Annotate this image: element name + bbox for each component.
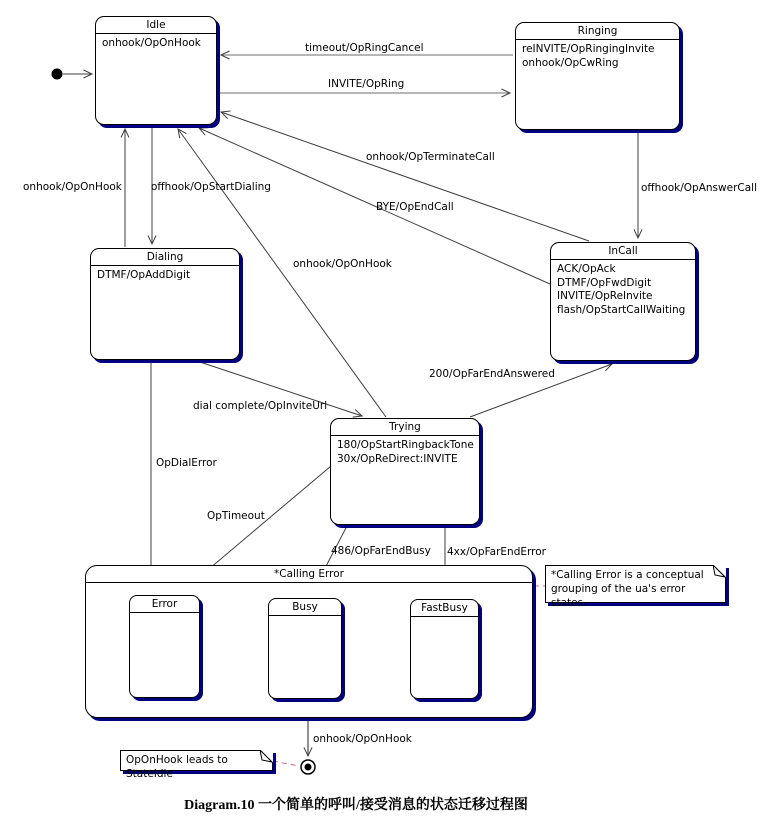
state-busy-body [269, 616, 341, 622]
label-bye-end-call: BYE/OpEndCall [376, 201, 454, 213]
state-busy [268, 598, 342, 699]
state-action: onhook/OpCwRing [522, 56, 619, 69]
label-dial-error: OpDialError [156, 457, 217, 469]
state-trying-body [331, 436, 479, 469]
diagram-caption: Diagram.10 一个简单的呼叫/接受消息的状态迁移过程图 [184, 798, 528, 813]
label-onhook-to-final: onhook/OpOnHook [313, 733, 412, 745]
state-fastbusy [410, 599, 479, 699]
state-ringing-title: Ringing [516, 23, 679, 40]
label-far-end-answered: 200/OpFarEndAnswered [429, 368, 555, 380]
state-incall-title: InCall [551, 243, 695, 260]
state-error [129, 595, 200, 698]
note-fold-icon [260, 750, 273, 763]
state-action: reINVITE/OpRingingInvite [522, 43, 655, 55]
note-calling-error-text: *Calling Error is a conceptual grouping of the ua's error states. [551, 569, 704, 609]
label-far-end-busy: 486/OpFarEndBusy [331, 545, 431, 557]
state-action: flash/OpStartCallWaiting [557, 303, 686, 316]
state-incall-body [551, 260, 695, 320]
state-ringing [515, 22, 680, 130]
note-idle [120, 750, 273, 780]
state-fastbusy-title: FastBusy [411, 600, 478, 617]
label-answer-call: offhook/OpAnswerCall [641, 182, 757, 194]
note-connector-idle-note [273, 761, 299, 766]
state-action: onhook/OpOnHook [102, 37, 201, 49]
state-idle [95, 16, 217, 125]
label-op-timeout: OpTimeout [207, 510, 265, 522]
state-idle-body [96, 34, 216, 54]
state-action: DTMF/OpFwdDigit [557, 276, 652, 289]
note-idle-text: OpOnHook leads to StateIdle [126, 754, 228, 780]
label-offhook-start-dialing: offhook/OpStartDialing [151, 181, 271, 193]
state-action: 30x/OpReDirect:INVITE [337, 452, 458, 465]
note-calling-error [545, 565, 726, 609]
state-calling-error [85, 565, 533, 718]
state-idle-title: Idle [96, 17, 216, 34]
state-action: 180/OpStartRingbackTone [337, 439, 474, 451]
state-dialing-body [91, 266, 239, 286]
label-terminate-call: onhook/OpTerminateCall [366, 151, 495, 163]
initial-state-dot [52, 69, 63, 80]
state-ringing-body [516, 40, 679, 73]
state-incall [550, 242, 696, 361]
state-fastbusy-body [411, 617, 478, 623]
final-state-inner-dot [305, 764, 312, 771]
state-trying-title: Trying [331, 419, 479, 436]
label-invite-ring: INVITE/OpRing [328, 78, 405, 90]
state-error-body [130, 613, 199, 619]
edge-incall-to-idle-terminate [221, 112, 589, 241]
state-action: ACK/OpAck [557, 263, 616, 275]
label-onhook-from-dialing: onhook/OpOnHook [23, 181, 122, 193]
state-calling-error-title: *Calling Error [86, 566, 532, 583]
state-action: DTMF/OpAddDigit [97, 269, 191, 281]
state-dialing-title: Dialing [91, 249, 239, 266]
label-ring-cancel: timeout/OpRingCancel [305, 42, 424, 54]
state-error-title: Error [130, 596, 199, 613]
label-far-end-error: 4xx/OpFarEndError [447, 546, 546, 558]
label-onhook-from-trying: onhook/OpOnHook [293, 258, 392, 270]
state-trying [330, 418, 480, 525]
state-dialing [90, 248, 240, 360]
state-busy-title: Busy [269, 599, 341, 616]
note-fold-icon [713, 565, 726, 578]
label-dial-complete: dial complete/OpInviteUrl [193, 400, 328, 412]
state-action: INVITE/OpReInvite [557, 290, 653, 302]
